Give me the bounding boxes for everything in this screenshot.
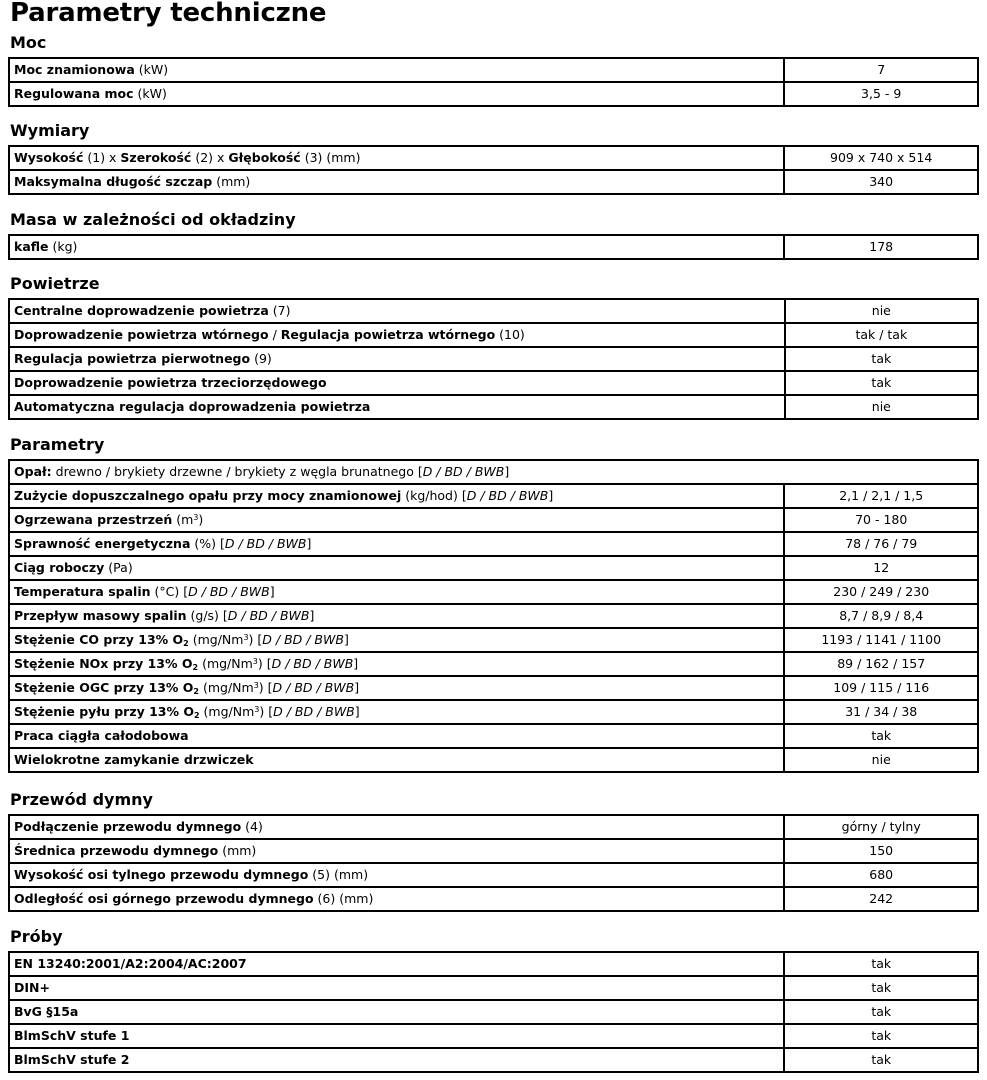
row-label: Regulacja powietrza pierwotnego (9) [9,347,785,371]
row-label: Sprawność energetyczna (%) [D / BD / BWB] [9,532,784,556]
table-row [9,58,978,82]
table-parametry [8,459,979,773]
row-label: Przepływ masowy spalin (g/s) [D / BD / BWB] [9,604,784,628]
row-label: BlmSchV stufe 1 [9,1024,784,1048]
section-title-przewod: Przewód dymny [10,790,153,809]
table-row [9,146,978,170]
section-title-masa: Masa w zależności od okładziny [10,210,296,229]
table-row [9,748,978,772]
row-value: 340 [784,170,978,194]
page-title: Parametry techniczne [10,0,327,28]
table-przewod [8,814,979,912]
table-row [9,532,978,556]
table-wymiary [8,145,979,195]
row-label: Podłączenie przewodu dymnego (4) [9,815,784,839]
table-row [9,395,978,419]
section-title-parametry: Parametry [10,435,105,454]
table-row [9,556,978,580]
table-row [9,863,978,887]
row-label: Doprowadzenie powietrza wtórnego / Regulacja powietrza wtórnego (10) [9,323,785,347]
row-label: Automatyczna regulacja doprowadzenia powietrza [9,395,785,419]
table-moc [8,57,979,107]
row-value: 909 x 740 x 514 [784,146,978,170]
section-title-powietrze: Powietrze [10,274,100,293]
row-value: 89 / 162 / 157 [784,652,978,676]
table-proby [8,951,979,1073]
row-label: Odległość osi górnego przewodu dymnego (6) (mm) [9,887,784,911]
row-label: Stężenie NOx przy 13% $O_2$ (mg/Nm$^3$) [D / BD / BWB] [9,652,784,676]
row-label: Stężenie OGC przy 13% $O_2$ (mg/Nm$^3$) [D / BD / BWB] [9,676,784,700]
row-label: DIN+ [9,976,784,1000]
table-row [9,299,978,323]
table-row [9,976,978,1000]
row-value: tak [784,1000,978,1024]
table-row [9,676,978,700]
row-value: 2,1 / 2,1 / 1,5 [784,484,978,508]
row-value: 178 [784,235,978,259]
row-value: nie [784,748,978,772]
row-label: Ogrzewana przestrzeń $(m^3)$ [9,508,784,532]
section-title-moc: Moc [10,33,47,52]
row-value: 8,7 / 8,9 / 8,4 [784,604,978,628]
section-title-proby: Próby [10,927,63,946]
row-value: 70 - 180 [784,508,978,532]
table-row [9,508,978,532]
table-row [9,484,978,508]
table-row [9,839,978,863]
row-label: Doprowadzenie powietrza trzeciorzędowego [9,371,785,395]
row-value: 7 [784,58,978,82]
row-label: Stężenie pyłu przy 13% $O_2$ (mg/Nm$^3$) [D / BD / BWB] [9,700,784,724]
table-row [9,1000,978,1024]
row-value: tak [784,1048,978,1072]
table-row [9,460,978,484]
row-label: BlmSchV stufe 2 [9,1048,784,1072]
table-row [9,952,978,976]
row-label: Stężenie CO przy 13% $O_2$ (mg/Nm$^3$) [D / BD / BWB] [9,628,784,652]
table-row [9,1024,978,1048]
row-value: tak [784,724,978,748]
row-value: 230 / 249 / 230 [784,580,978,604]
row-value: 78 / 76 / 79 [784,532,978,556]
table-masa [8,234,979,260]
row-label: Średnica przewodu dymnego (mm) [9,839,784,863]
row-value: 242 [784,887,978,911]
row-label: Temperatura spalin (°C) [D / BD / BWB] [9,580,784,604]
row-value: tak [784,952,978,976]
row-value: 3,5 - 9 [784,82,978,106]
table-row [9,347,978,371]
row-label: Ciąg roboczy (Pa) [9,556,784,580]
table-row [9,604,978,628]
table-row [9,170,978,194]
table-row [9,652,978,676]
row-label: Wysokość (1) x Szerokość (2) x Głębokość (3) (mm) [9,146,784,170]
section-title-wymiary: Wymiary [10,121,90,140]
row-value: tak [784,1024,978,1048]
table-row [9,887,978,911]
table-row [9,724,978,748]
row-value: nie [785,299,978,323]
row-label: Wysokość osi tylnego przewodu dymnego (5) (mm) [9,863,784,887]
table-row [9,371,978,395]
row-value: 31 / 34 / 38 [784,700,978,724]
row-label: Praca ciągła całodobowa [9,724,784,748]
table-row [9,628,978,652]
row-label: Regulowana moc (kW) [9,82,784,106]
row-label: Moc znamionowa (kW) [9,58,784,82]
fuel-row: Opał: drewno / brykiety drzewne / brykiety z węgla brunatnego [D / BD / BWB] [9,460,978,484]
row-label: Zużycie dopuszczalnego opału przy mocy znamionowej (kg/hod) [D / BD / BWB] [9,484,784,508]
row-value: 680 [784,863,978,887]
row-value: 12 [784,556,978,580]
row-value: tak [784,976,978,1000]
row-label: BvG §15a [9,1000,784,1024]
row-value: nie [785,395,978,419]
row-label: Maksymalna długość szczap (mm) [9,170,784,194]
table-row [9,815,978,839]
row-value: 109 / 115 / 116 [784,676,978,700]
row-label: kafle (kg) [9,235,784,259]
table-row [9,700,978,724]
table-row [9,323,978,347]
table-row [9,580,978,604]
table-row [9,82,978,106]
row-label: EN 13240:2001/A2:2004/AC:2007 [9,952,784,976]
row-value: tak [785,371,978,395]
table-row [9,1048,978,1072]
row-value: 150 [784,839,978,863]
row-label: Centralne doprowadzenie powietrza (7) [9,299,785,323]
table-powietrze [8,298,979,420]
row-value: tak [785,347,978,371]
table-row [9,235,978,259]
row-value: górny / tylny [784,815,978,839]
row-label: Wielokrotne zamykanie drzwiczek [9,748,784,772]
row-value: tak / tak [785,323,978,347]
row-value: 1193 / 1141 / 1100 [784,628,978,652]
